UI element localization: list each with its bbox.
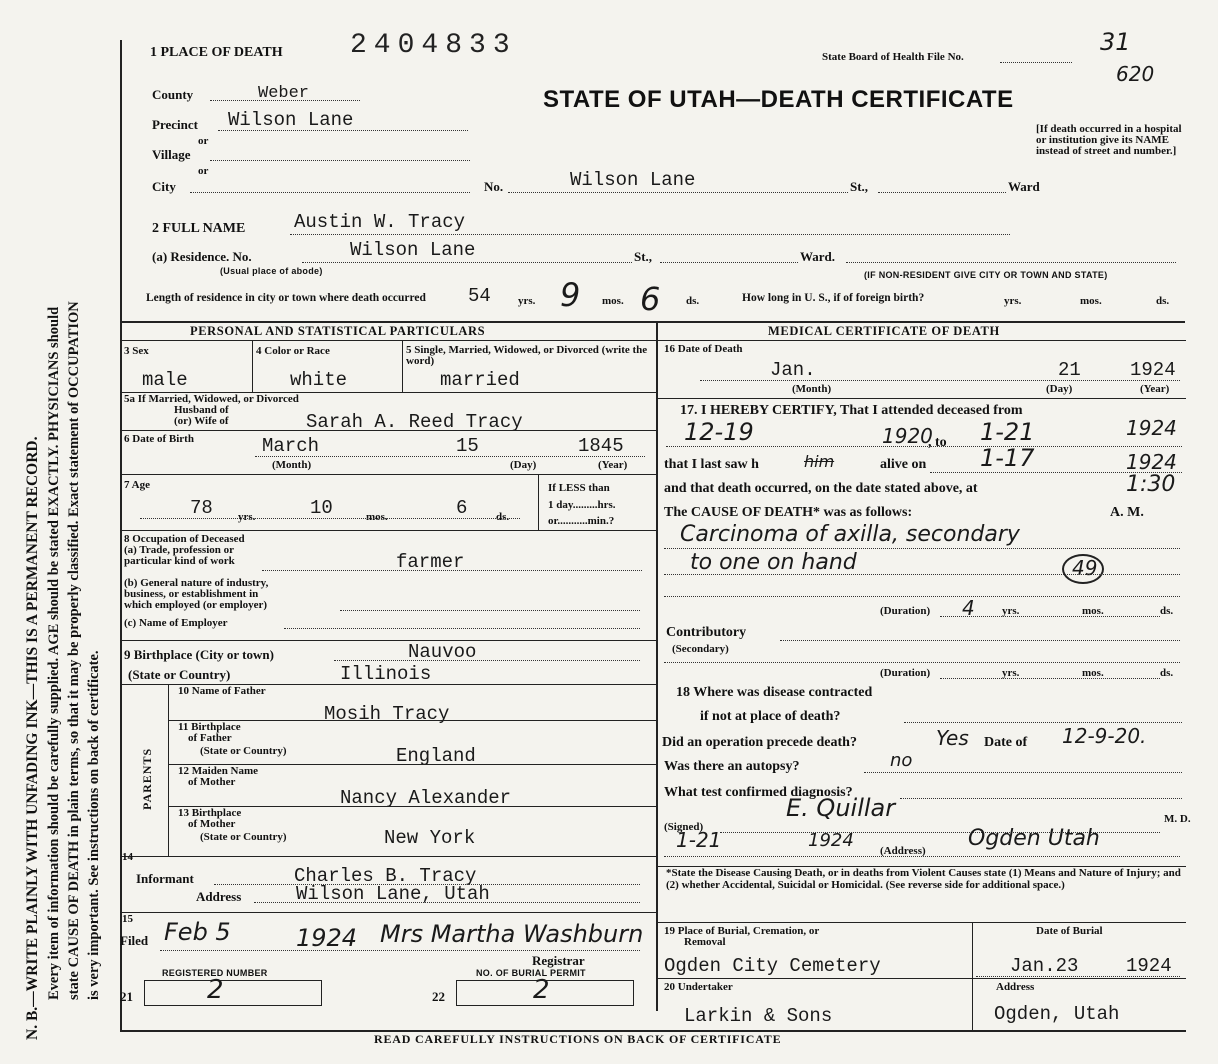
death-day: 21 [1058,359,1081,381]
occupation-label-3: particular kind of work [124,555,235,567]
test-label: What test confirmed diagnosis? [664,785,853,800]
cause-code-circle [1062,554,1104,584]
certificate-number: 2404833 [350,30,517,61]
father-birthplace: England [396,745,476,767]
nonresident-note: (IF NON-RESIDENT GIVE CITY OR TOWN AND STATE) [864,270,1108,280]
death-date-label: 16 Date of Death [664,343,743,355]
precinct-label: Precinct [152,117,198,132]
foreign-mos-label: mos. [1080,295,1102,307]
mother-birthplace: New York [384,827,476,849]
operation-date: 12-9-20. [1062,724,1147,748]
hospital-note: [If death occurred in a hospital or institution give its NAME instead of street and number.] [1036,123,1182,157]
birthplace-label: 9 Birthplace (City or town) [124,647,274,662]
street-label: St., [850,179,869,194]
burial-permit-no: 22 [432,989,445,1004]
mother-birthplace-label-3: (State or Country) [200,831,287,843]
registered-number-value: 2 [207,975,224,1005]
foreign-ds-label: ds. [1156,295,1170,307]
md-label: M. D. [1164,813,1191,825]
burial-permit-box [456,975,634,1006]
address-label: (Address) [880,845,926,857]
certificate-title: STATE OF UTAH—DEATH CERTIFICATE [543,86,1014,113]
occupation-label-2: (a) Trade, profession or [124,544,234,556]
sex-label: 3 Sex [124,345,149,357]
burial-year: 1924 [1126,955,1172,977]
cause-label: The CAUSE OF DEATH* was as follows: [664,505,913,520]
file-number-2: 620 [1116,62,1155,86]
birthplace-city: Nauvoo [408,641,477,663]
color-value: white [290,369,348,391]
death-year: 1924 [1130,359,1176,381]
duration-label: (Duration) [880,605,931,617]
dob-day-sub: (Day) [510,459,537,471]
him-value: him [804,452,835,471]
personal-heading: PERSONAL AND STATISTICAL PARTICULARS [190,324,486,338]
mother-birthplace-label-1: 13 Birthplace [178,807,242,819]
undertaker-label: 20 Undertaker [664,981,733,993]
medical-heading: MEDICAL CERTIFICATE OF DEATH [768,324,1000,338]
duration-mos-label: mos. [1082,605,1104,617]
mother-birthplace-label-2: of Mother [188,818,236,830]
father-birthplace-label-3: (State or Country) [200,745,287,757]
death-time: 1:30 [1126,472,1176,497]
mother-value: Nancy Alexander [340,787,512,809]
place-of-death-label: 1 PLACE OF DEATH [150,45,283,60]
physician-signature: E. Quillar [786,794,896,822]
residence-mos-label: mos. [602,295,624,307]
burial-place-value: Ogden City Cemetery [664,955,881,977]
footer-instructions: READ CAREFULLY INSTRUCTIONS ON BACK OF CERTIFICATE [374,1032,782,1046]
am-label: A. M. [1110,505,1144,520]
marital-value: married [440,369,520,391]
ward-label: Ward [1008,179,1040,194]
residence-value: Wilson Lane [350,239,476,261]
employer-label: (c) Name of Employer [124,617,228,629]
duration-ds-label: ds. [1160,605,1174,617]
age-mos-label: mos. [366,511,388,523]
county-value: Weber [258,84,310,103]
father-label: 10 Name of Father [178,685,266,697]
undertaker-address: Ogden, Utah [994,1003,1120,1025]
file-number: 31 [1100,28,1131,56]
occupation-value: farmer [396,551,465,573]
attended-from: 12-19 [684,418,754,446]
spouse-label-3: (or) Wife of [174,415,229,427]
informant-address: Wilson Lane, Utah [296,883,490,905]
residence-label: (a) Residence. No. [152,249,252,264]
attended-from-year: 1920 [882,424,933,448]
dob-year-sub: (Year) [598,459,628,471]
foreign-yrs-label: yrs. [1004,295,1022,307]
no-label: No. [484,179,504,194]
duration-label-2: (Duration) [880,667,931,679]
dob-day: 15 [456,435,479,457]
attended-to-year: 1924 [1126,416,1177,440]
cause-line-1: Carcinoma of axilla, secondary [680,522,1020,547]
dob-month-sub: (Month) [272,459,312,471]
death-month: Jan. [770,359,816,381]
registered-number-label: REGISTERED NUMBER [162,968,268,978]
duration-years: 4 [962,596,975,620]
sex-value: male [142,369,188,391]
burial-date-label: Date of Burial [1036,925,1103,937]
burial-date: Jan.23 [1010,955,1079,977]
q18-line-1: 18 Where was disease contracted [676,685,873,700]
side-note-3: state CAUSE OF DEATH in plain terms, so that it may be properly classified. Exact statement of OCCUPATION [66,301,82,1000]
burial-place-label-1: 19 Place of Burial, Cremation, or [664,925,820,937]
registered-number-no: 21 [120,989,133,1004]
spouse-label-1: 5a If Married, Widowed, or Divorced [124,393,299,405]
residence-months: 9 [560,276,581,314]
age-years: 78 [190,497,213,519]
or-label-1: or [198,135,209,147]
spouse-label-2: Husband of [174,404,229,416]
death-day-sub: (Day) [1046,383,1073,395]
last-saw-date: 1-17 [980,444,1035,472]
occupation-label-1: 8 Occupation of Deceased [124,533,245,545]
undertaker-value: Larkin & Sons [684,1005,833,1027]
street-value: Wilson Lane [570,169,696,191]
father-birthplace-label-1: 11 Birthplace [178,721,241,733]
duration2-mos-label: mos. [1082,667,1104,679]
registered-number-box [144,975,322,1006]
side-note-1: N. B.—WRITE PLAINLY WITH UNFADING INK—THIS IS A PERMANENT RECORD. [24,436,41,1040]
to-label: , to [928,435,947,450]
filed-no: 15 [122,913,133,925]
physician-address: Ogden Utah [968,826,1100,851]
section-divider [120,321,1185,323]
death-year-sub: (Year) [1140,383,1170,395]
signed-date: 1-21 [676,828,722,852]
day-hrs-label: 1 day.........hrs. [548,499,616,511]
death-occurred-label: and that death occurred, on the date stated above, at [664,481,978,496]
informant-label: Informant [136,871,194,886]
age-ds-label: ds. [496,511,510,523]
form-left-border [120,40,122,1030]
father-value: Mosih Tracy [324,703,450,725]
certify-text: 17. I HEREBY CERTIFY, That I attended deceased from [680,403,1023,418]
industry-label-3: which employed (or employer) [124,599,268,611]
alive-on-label: alive on [880,457,927,472]
burial-place-label-2: Removal [684,936,726,948]
full-name-label: 2 FULL NAME [152,221,246,236]
operation-label: Did an operation precede death? [662,735,857,750]
board-label: State Board of Health File No. [822,51,964,63]
q18-line-2: if not at place of death? [700,709,841,724]
operation-value: Yes [936,726,969,750]
city-label: City [152,179,176,194]
registrar-label: Registrar [532,953,585,968]
industry-label-2: business, or establishment in [124,588,259,600]
last-saw-label: that I last saw h [664,457,759,472]
last-saw-year: 1924 [1126,450,1177,474]
residence-yrs-label: yrs. [518,295,536,307]
foreign-birth-label: How long in U. S., if of foreign birth? [742,292,925,304]
attended-to: 1-21 [980,418,1035,446]
autopsy-value: no [890,750,913,771]
cause-line-2: to one on hand [690,550,857,575]
precinct-value: Wilson Lane [228,109,354,131]
residence-sub: (Usual place of abode) [220,266,323,276]
spouse-value: Sarah A. Reed Tracy [306,411,523,433]
burial-permit-value: 2 [533,975,550,1005]
death-month-sub: (Month) [792,383,832,395]
dob-year: 1845 [578,435,624,457]
age-days: 6 [456,497,468,519]
filed-year: 1924 [296,924,358,952]
signed-year: 1924 [808,830,854,851]
informant-value: Charles B. Tracy [294,865,477,887]
father-birthplace-label-2: of Father [188,732,232,744]
mother-label-2: of Mother [188,776,236,788]
age-months: 10 [310,497,333,519]
autopsy-label: Was there an autopsy? [664,759,800,774]
residence-days: 6 [640,280,661,318]
duration2-ds-label: ds. [1160,667,1174,679]
birthplace-state: Illinois [340,663,432,685]
burial-permit-label: NO. OF BURIAL PERMIT [476,968,586,978]
residence-st-label: St., [634,249,653,264]
registrar-signature: Mrs Martha Washburn [380,920,644,948]
filed-label: Filed [120,933,149,948]
secondary-label: (Secondary) [672,643,729,655]
side-note-4: is very important. See instructions on back of certificate. [86,650,102,1000]
date-of-label: Date of [984,735,1028,750]
cause-footnote: *State the Disease Causing Death, or in deaths from Violent Causes state (1) Means and Nature of Injury; and (2) whether Accidental, Suicidal or Homicidal. (See reverse side for additional space.) [666,867,1181,891]
parents-label: PARENTS [140,747,154,810]
less-than-label: If LESS than [548,482,610,494]
duration2-yrs-label: yrs. [1002,667,1020,679]
column-divider [656,321,658,1011]
or-min-label: or...........min.? [548,515,615,527]
filed-date: Feb 5 [164,918,231,946]
birthplace-state-label: (State or Country) [128,667,231,682]
marital-label: 5 Single, Married, Widowed, or Divorced (write the word) [406,344,648,367]
side-note-2: Every item of information should be carefully supplied. AGE should be stated EXACTLY. PHYSICIANS should [46,306,62,1000]
informant-address-label: Address [196,889,242,904]
industry-label-1: (b) General nature of industry, [124,577,269,589]
mother-label-1: 12 Maiden Name [178,765,259,777]
dob-label: 6 Date of Birth [124,433,194,445]
age-label: 7 Age [124,479,150,491]
cause-code: 49 [1072,556,1098,580]
residence-ward-label: Ward. [800,249,836,264]
informant-no: 14 [122,851,133,863]
contributory-label: Contributory [666,625,747,640]
dob-month: March [262,435,320,457]
duration-yrs-label: yrs. [1002,605,1020,617]
undertaker-address-label: Address [996,981,1035,993]
full-name-value: Austin W. Tracy [294,211,466,233]
county-label: County [152,87,194,102]
color-label: 4 Color or Race [256,345,330,357]
village-label: Village [152,147,191,162]
residence-ds-label: ds. [686,295,700,307]
length-of-residence-label: Length of residence in city or town where death occurred [146,292,426,304]
age-yrs-label: yrs. [238,511,256,523]
or-label-2: or [198,165,209,177]
residence-years: 54 [468,285,491,307]
signed-label: (Signed) [664,821,704,833]
